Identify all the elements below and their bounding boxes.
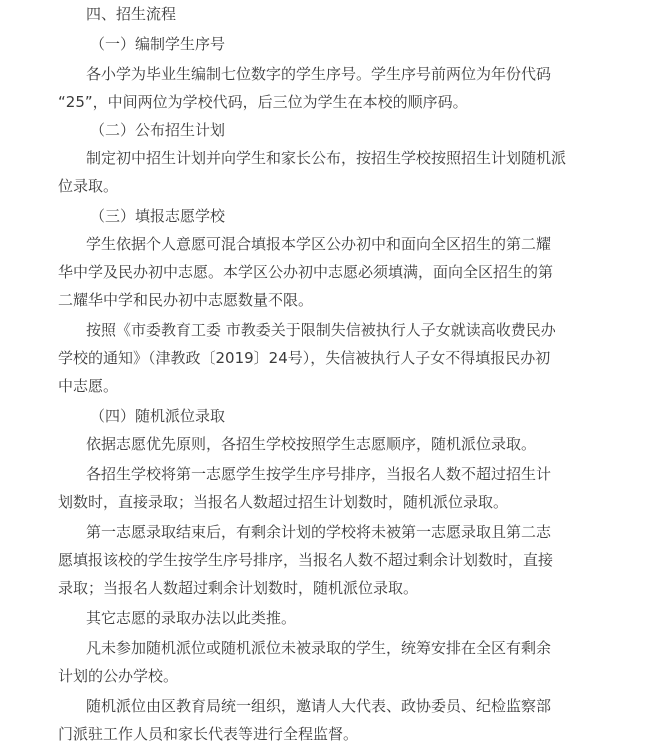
paragraph-line: 位录取。 xyxy=(58,177,119,195)
paragraph-line: 录取；当报名人数超过剩余计划数时，随机派位录取。 xyxy=(58,579,419,597)
paragraph-line: 制定初中招生计划并向学生和家长公布，按招生学校按照招生计划随机派 xyxy=(86,149,567,167)
paragraph-line: 计划的公办学校。 xyxy=(58,667,179,685)
paragraph-line: 华中学及民办初中志愿。本学区公办初中志愿必须填满，面向全区招生的第 xyxy=(58,263,554,281)
paragraph-line: 划数时，直接录取；当报名人数超过招生计划数时，随机派位录取。 xyxy=(58,493,509,511)
paragraph-line: 各小学为毕业生编制七位数字的学生序号。学生序号前两位为年份代码 xyxy=(86,65,552,83)
paragraph-line: 各招生学校将第一志愿学生按学生序号排序，当报名人数不超过招生计 xyxy=(86,465,552,483)
paragraph-line: “25”，中间两位为学校代码，后三位为学生在本校的顺序码。 xyxy=(58,93,468,111)
paragraph-line: 按照《市委教育工委 市教委关于限制失信被执行人子女就读高收费民办 xyxy=(86,321,556,339)
subsection-title: （二）公布招生计划 xyxy=(90,121,226,139)
paragraph-line: 二耀华中学和民办初中志愿数量不限。 xyxy=(58,291,314,309)
paragraph-line: 其它志愿的录取办法以此类推。 xyxy=(86,609,297,627)
subsection-title: （四）随机派位录取 xyxy=(90,407,226,425)
paragraph-line: 依据志愿优先原则，各招生学校按照学生志愿顺序，随机派位录取。 xyxy=(86,435,537,453)
paragraph-line: 愿填报该校的学生按学生序号排序，当报名人数不超过剩余计划数时，直接 xyxy=(58,551,554,569)
paragraph-line: 中志愿。 xyxy=(58,377,119,395)
section-title: 四、招生流程 xyxy=(86,5,177,23)
subsection-title: （三）填报志愿学校 xyxy=(90,207,226,225)
paragraph-line: 第一志愿录取结束后，有剩余计划的学校将未被第一志愿录取且第二志 xyxy=(86,523,552,541)
paragraph-line: 门派驻工作人员和家长代表等进行全程监督。 xyxy=(58,725,359,743)
paragraph-line: 凡未参加随机派位或随机派位未被录取的学生，统筹安排在全区有剩余 xyxy=(86,639,552,657)
paragraph-line: 学生依据个人意愿可混合填报本学区公办初中和面向全区招生的第二耀 xyxy=(86,235,552,253)
subsection-title: （一）编制学生序号 xyxy=(90,35,226,53)
paragraph-line: 随机派位由区教育局统一组织，邀请人大代表、政协委员、纪检监察部 xyxy=(86,697,552,715)
paragraph-line: 学校的通知》（津教政〔2019〕24号），失信被执行人子女不得填报民办初 xyxy=(58,349,551,367)
